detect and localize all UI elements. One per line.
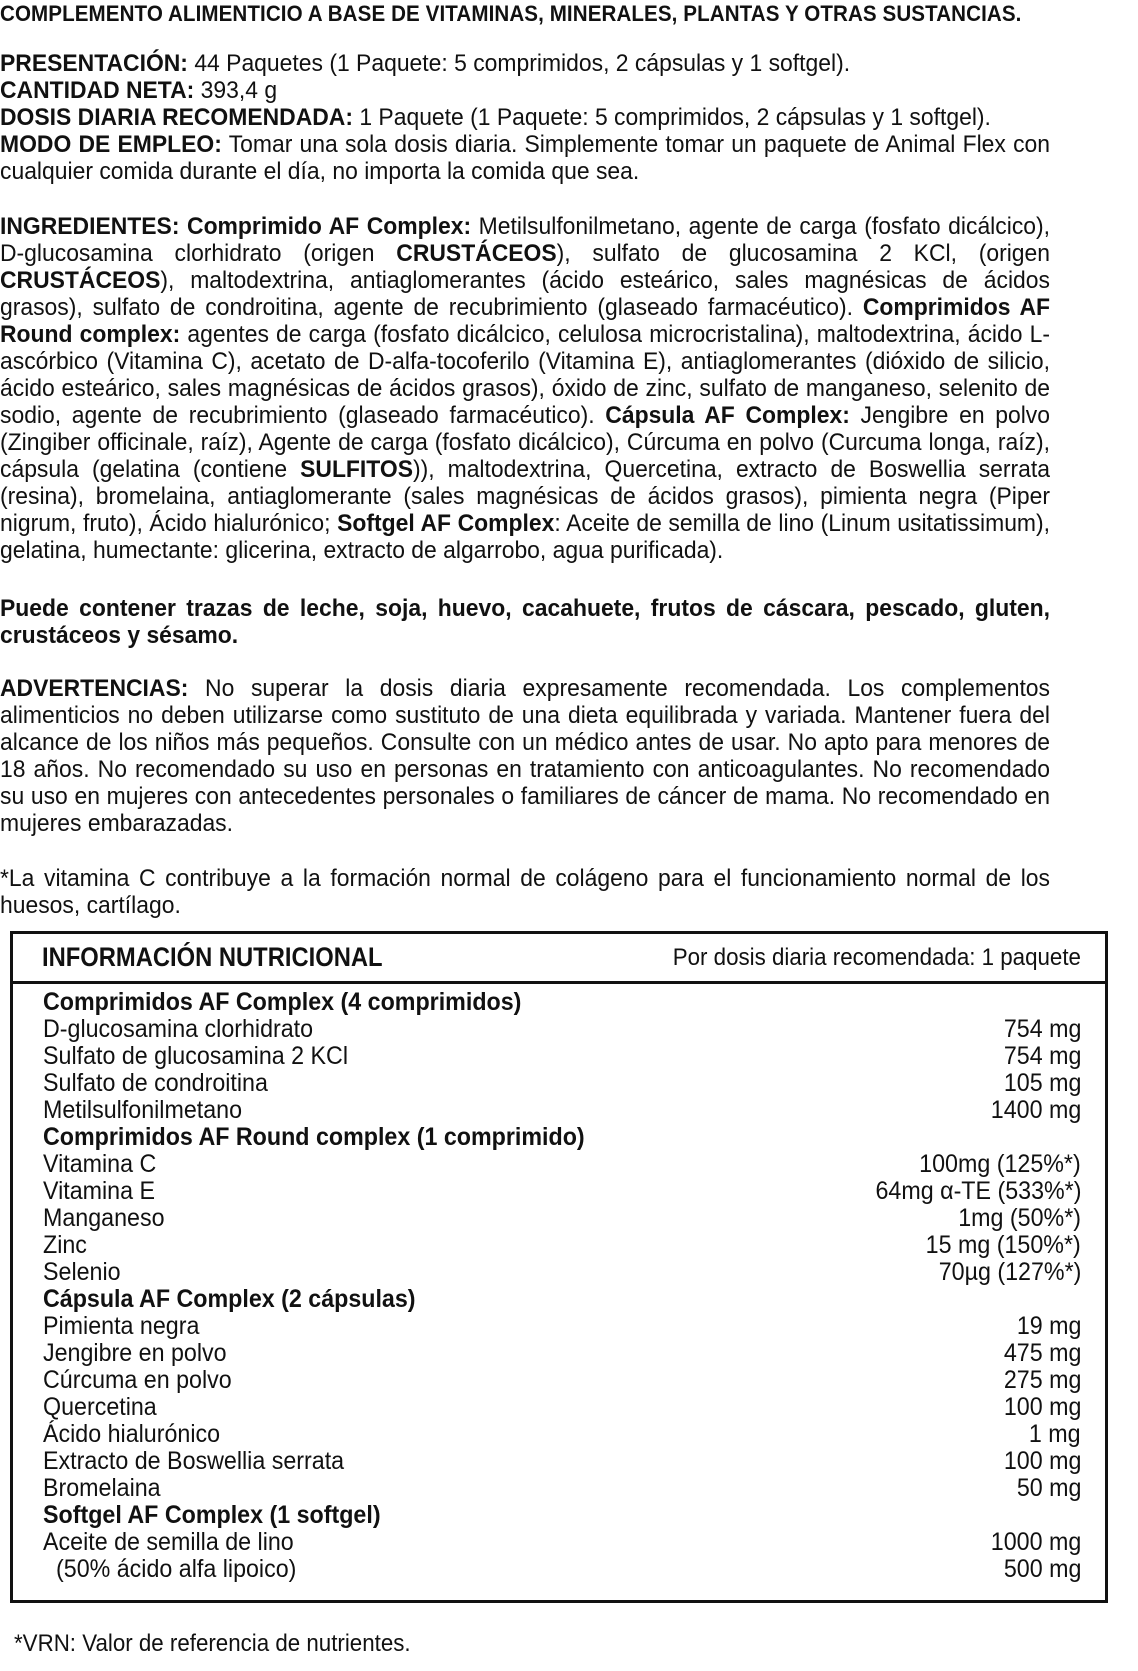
nutrient-name: Vitamina E: [43, 1177, 156, 1205]
nutrition-row: [43, 1367, 1081, 1394]
allergen-crustaceos-2: CRUSTÁCEOS: [0, 267, 161, 294]
usage-label: MODO DE EMPLEO:: [0, 131, 222, 158]
nutrient-name: Extracto de Boswellia serrata: [43, 1447, 345, 1475]
net-quantity-label: CANTIDAD NETA:: [0, 77, 195, 104]
nutrient-amount: 1mg (50%*): [958, 1204, 1081, 1232]
warnings-paragraph: [0, 675, 1050, 837]
nutrient-name: D-glucosamina clorhidrato: [43, 1015, 314, 1043]
nutrition-section-header: [43, 1124, 1081, 1151]
nutrient-name: Vitamina C: [43, 1150, 157, 1178]
presentation-block: [0, 50, 1050, 185]
nutrient-name: Cúrcuma en polvo: [43, 1366, 232, 1394]
nutrient-name: Comprimidos AF Round complex (1 comprimido): [43, 1123, 585, 1151]
nutrition-row: [43, 1016, 1081, 1043]
nutrient-amount: 100 mg: [1003, 1447, 1081, 1475]
capsule-complex-text-2: )), maltodextrina, Quercetina, extracto de Boswellia serrata (resina), bromelaina, antiaglomerante (sales magnésicas de ácidos grasos), pimienta negra (Piper nigrum, fruto), Ácido hialurónico;: [0, 456, 1051, 537]
traces-warning: Puede contener trazas de leche, soja, huevo, cacahuete, frutos de cáscara, pescado, gluten, crustáceos y sésamo.: [0, 595, 1051, 649]
allergen-sulfitos: SULFITOS: [300, 456, 413, 483]
nutrient-name: Metilsulfonilmetano: [43, 1096, 243, 1124]
nutrient-amount: 100 mg: [1003, 1393, 1081, 1421]
nutrition-row: [43, 1556, 1081, 1583]
nutrient-amount: 1400 mg: [990, 1096, 1081, 1124]
nutrient-name: Pimienta negra: [43, 1312, 200, 1340]
nutrition-title: INFORMACIÓN NUTRICIONAL: [42, 942, 383, 972]
nutrient-name: Manganeso: [43, 1204, 165, 1232]
net-quantity-line: [0, 77, 1050, 104]
nutrition-row: [43, 1394, 1081, 1421]
product-category-title: COMPLEMENTO ALIMENTICIO A BASE DE VITAMINAS, MINERALES, PLANTAS Y OTRAS SUSTANCIAS.: [0, 1, 1022, 26]
nutrition-section-header: [43, 1286, 1081, 1313]
ingredients-paragraph: [0, 213, 1050, 564]
capsule-complex-text-1: Jengibre en polvo (Zingiber officinale, raíz), Agente de carga (fosfato dicálcico), Cúrcuma en polvo (Curcuma longa, raíz), cápsula (gelatina (contiene: [0, 402, 1051, 483]
nutrition-row: [43, 1151, 1081, 1178]
warnings-text: No superar la dosis diaria expresamente recomendada. Los complementos alimenticios no deben utilizarse como sustituto de una dieta equilibrada y variada. Mantener fuera del alcance de los niños más pequeños. Consulte con un médico antes de usar. No apto para menores de 18 años. No recomendado su uso en personas en tratamiento con anticoagulantes. No recomendado su uso en mujeres con antecedentes personales o familiares de cáncer de mama. No recomendado en mujeres embarazadas.: [0, 675, 1051, 837]
nutrient-amount: 70µg (127%*): [938, 1258, 1081, 1286]
nutrition-table: [10, 931, 1108, 1603]
nutrition-section-header: [43, 1502, 1081, 1529]
nutrition-row: [43, 1070, 1081, 1097]
allergen-crustaceos-1: CRUSTÁCEOS: [396, 240, 557, 267]
nutrition-header-divider: [13, 981, 1105, 984]
nutrient-amount: 1 mg: [1029, 1420, 1081, 1448]
softgel-complex-label: Softgel AF Complex: [337, 510, 555, 537]
vrn-footnote: *VRN: Valor de referencia de nutrientes.: [14, 1630, 411, 1657]
nutrient-amount: 50 mg: [1016, 1474, 1081, 1502]
nutrient-amount: 105 mg: [1003, 1069, 1081, 1097]
nutrient-name: Sulfato de glucosamina 2 KCl: [43, 1042, 349, 1070]
nutrient-name: Selenio: [43, 1258, 121, 1286]
warnings-label: ADVERTENCIAS:: [0, 675, 189, 702]
daily-dose-label: DOSIS DIARIA RECOMENDADA:: [0, 104, 353, 131]
nutrition-section-header: [43, 989, 1081, 1016]
nutrient-name: Quercetina: [43, 1393, 157, 1421]
nutrition-row: [43, 1529, 1081, 1556]
nutrition-row: [43, 1340, 1081, 1367]
nutrient-amount: 64mg α-TE (533%*): [875, 1177, 1081, 1205]
nutrient-name: Bromelaina: [43, 1474, 161, 1502]
presentation-label: PRESENTACIÓN:: [0, 50, 188, 77]
nutrient-amount: 275 mg: [1003, 1366, 1081, 1394]
af-complex-text-3: ), maltodextrina, antiaglomerantes (ácido esteárico, sales magnésicas de ácidos grasos), sulfato de condroitina, agente de recubrimiento (glaseado farmacéutico).: [0, 267, 1051, 321]
nutrition-per-dose: Por dosis diaria recomendada: 1 paquete: [672, 944, 1081, 971]
nutrition-row: [43, 1205, 1081, 1232]
nutrient-name: Ácido hialurónico: [43, 1420, 221, 1448]
nutrient-amount: 754 mg: [1003, 1015, 1081, 1043]
presentation-text: 44 Paquetes (1 Paquete: 5 comprimidos, 2 cápsulas y 1 softgel).: [187, 50, 851, 77]
ingredients-label: INGREDIENTES:: [0, 213, 180, 240]
nutrition-row: [43, 1313, 1081, 1340]
capsule-complex-label: Cápsula AF Complex:: [605, 402, 850, 429]
nutrient-name: Cápsula AF Complex (2 cápsulas): [43, 1285, 416, 1313]
usage-text: Tomar una sola dosis diaria. Simplemente tomar un paquete de Animal Flex con cualquier comida durante el día, no importa la comida que sea.: [0, 131, 1051, 185]
usage-paragraph: [0, 131, 1050, 185]
nutrient-amount: 475 mg: [1003, 1339, 1081, 1367]
nutrition-row: [43, 1178, 1081, 1205]
nutrient-amount: 1000 mg: [990, 1528, 1081, 1556]
nutrition-row: [43, 1043, 1081, 1070]
round-complex-text: agentes de carga (fosfato dicálcico, celulosa microcristalina), maltodextrina, ácido L-ascórbico (Vitamina C), acetato de D-alfa-tocoferilo (Vitamina E), antiaglomerantes (dióxido de silicio, ácido esteárico, sales magnésicas de ácidos grasos), óxido de zinc, sulfato de manganeso, selenito de sodio, agente de recubrimiento (glaseado farmacéutico).: [0, 321, 1051, 429]
nutrient-amount: 19 mg: [1016, 1312, 1081, 1340]
daily-dose-text: 1 Paquete (1 Paquete: 5 comprimidos, 2 cápsulas y 1 softgel).: [352, 104, 991, 131]
nutrient-name: Sulfato de condroitina: [43, 1069, 268, 1097]
af-complex-text-2: ), sulfato de glucosamina 2 KCl, (origen: [556, 240, 1051, 267]
round-complex-label: Comprimidos AF Round complex:: [0, 294, 1050, 348]
nutrient-amount: 500 mg: [1003, 1555, 1081, 1583]
af-complex-label: Comprimido AF Complex:: [179, 213, 472, 240]
nutrition-row: [43, 1097, 1081, 1124]
nutrient-name: Comprimidos AF Complex (4 comprimidos): [43, 988, 522, 1016]
net-quantity-text: 393,4 g: [194, 77, 278, 104]
daily-dose-line: [0, 104, 1050, 131]
af-complex-text-1: Metilsulfonilmetano, agente de carga (fosfato dicálcico), D-glucosamina clorhidrato (origen: [0, 213, 1051, 267]
nutrient-name: Jengibre en polvo: [43, 1339, 227, 1367]
nutrient-name: Aceite de semilla de lino: [43, 1528, 294, 1556]
nutrition-row: [43, 1475, 1081, 1502]
nutrient-amount: 754 mg: [1003, 1042, 1081, 1070]
nutrient-amount: 100mg (125%*): [919, 1150, 1081, 1178]
nutrient-name: Softgel AF Complex (1 softgel): [43, 1501, 381, 1529]
nutrition-rows: [43, 989, 1081, 1583]
nutrient-amount: 15 mg (150%*): [925, 1231, 1081, 1259]
nutrition-row: [43, 1232, 1081, 1259]
nutrient-name: Zinc: [43, 1231, 87, 1259]
nutrition-row: [43, 1421, 1081, 1448]
presentation-line: [0, 50, 1050, 77]
vitamin-c-note: *La vitamina C contribuye a la formación normal de colágeno para el funcionamiento normal de los huesos, cartílago.: [0, 865, 1051, 919]
nutrient-name: (50% ácido alfa lipoico): [56, 1555, 297, 1583]
softgel-complex-text: : Aceite de semilla de lino (Linum usitatissimum), gelatina, humectante: glicerina, extracto de algarrobo, agua purificada).: [0, 510, 1051, 564]
nutrition-row: [43, 1259, 1081, 1286]
nutrition-row: [43, 1448, 1081, 1475]
